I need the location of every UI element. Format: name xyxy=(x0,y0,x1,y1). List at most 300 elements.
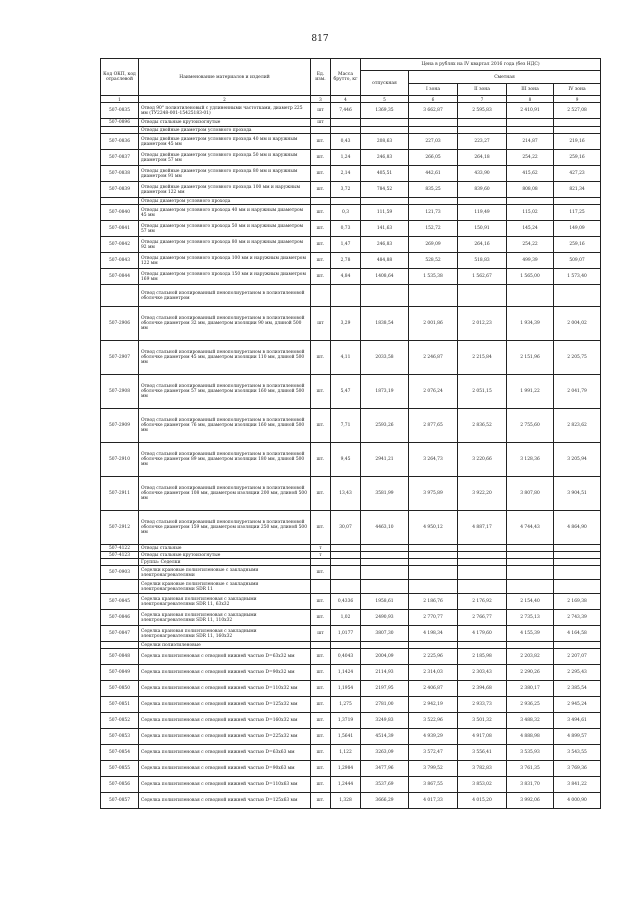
cell-zone-2: 518,83 xyxy=(458,253,507,269)
cell-unit: шт. xyxy=(311,375,331,409)
cell-unit: шт. xyxy=(311,713,331,729)
cell-code xyxy=(101,127,139,134)
cell-zone-4: 2 823,62 xyxy=(554,409,601,443)
cell-zone-4: 2 385,54 xyxy=(554,681,601,697)
cell-mass: 2,78 xyxy=(331,253,361,269)
cell-zone-2: 150,91 xyxy=(458,221,507,237)
cell-zone-2: 2 933,73 xyxy=(458,697,507,713)
header-price-group: Цена в рублях на IV квартал 2016 года (без НДС) xyxy=(361,59,601,71)
cell-price: 246,83 xyxy=(361,237,409,253)
cell-mass: 2,14 xyxy=(331,166,361,182)
cell-price: 2941,21 xyxy=(361,443,409,477)
cell-mass: 1,2984 xyxy=(331,761,361,777)
table-row xyxy=(101,777,601,793)
cell-price: 1838,54 xyxy=(361,307,409,341)
cell-zone-1: 2 406,87 xyxy=(409,681,458,697)
cell-zone-2: 4 179,60 xyxy=(458,626,507,642)
cell-unit: шт. xyxy=(311,253,331,269)
cell-zone-1 xyxy=(409,285,458,307)
cell-zone-2: 2 215,84 xyxy=(458,341,507,375)
cell-code: 507-0845 xyxy=(101,594,139,610)
cell-unit xyxy=(311,559,331,566)
cell-zone-3: 3 535,93 xyxy=(507,745,554,761)
cell-zone-3 xyxy=(507,642,554,649)
cell-zone-2 xyxy=(458,198,507,205)
cell-unit: шт. xyxy=(311,134,331,150)
table-row xyxy=(101,761,601,777)
cell-mass: 3,29 xyxy=(331,307,361,341)
table-row xyxy=(101,580,601,594)
cell-mass xyxy=(331,285,361,307)
cell-unit: шт. xyxy=(311,409,331,443)
cell-zone-1: 2 001,86 xyxy=(409,307,458,341)
cell-name: Седелка полиэтиленовая с отводной нижней частью D=225х32 мм xyxy=(139,729,311,745)
cell-zone-2: 119,49 xyxy=(458,205,507,221)
cell-mass xyxy=(331,580,361,594)
cell-unit: шт. xyxy=(311,166,331,182)
cell-code: 507-0837 xyxy=(101,150,139,166)
cell-code: 507-0836 xyxy=(101,134,139,150)
cell-zone-3: 3 128,36 xyxy=(507,443,554,477)
cell-zone-2: 3 220,66 xyxy=(458,443,507,477)
cell-mass xyxy=(331,545,361,552)
cell-price xyxy=(361,285,409,307)
cell-mass: 0,43 xyxy=(331,134,361,150)
cell-zone-1: 121,73 xyxy=(409,205,458,221)
cell-code: 507-0855 xyxy=(101,761,139,777)
table-row xyxy=(101,409,601,443)
table-row xyxy=(101,729,601,745)
table-row xyxy=(101,477,601,511)
cell-zone-3: 1 565,00 xyxy=(507,269,554,285)
cell-name: Отвод 90° полиэтиленовый с удлиненными частотками, диаметр 225 мм (ТУ2248-001-15425183-01) xyxy=(139,103,311,119)
cell-zone-3: 4 155,39 xyxy=(507,626,554,642)
page-number: 817 xyxy=(311,34,329,44)
cell-unit: шт. xyxy=(311,729,331,745)
table-row xyxy=(101,697,601,713)
cell-mass: 0,73 xyxy=(331,221,361,237)
cell-price: 3666,29 xyxy=(361,793,409,809)
cell-unit: шт. xyxy=(311,665,331,681)
table-row xyxy=(101,745,601,761)
cell-name: Седелка крановая полиэтиленовая с закладными электронагревателями SDR 11, 63х32 xyxy=(139,594,311,610)
cell-unit: шт. xyxy=(311,594,331,610)
cell-mass: 1,122 xyxy=(331,745,361,761)
cell-zone-4 xyxy=(554,198,601,205)
cell-code xyxy=(101,580,139,594)
cell-zone-4 xyxy=(554,285,601,307)
cell-price xyxy=(361,119,409,127)
cell-zone-2: 2 394,68 xyxy=(458,681,507,697)
cell-name: Группа: Седелки xyxy=(139,559,311,566)
cell-zone-2: 223,27 xyxy=(458,134,507,150)
cell-code: 507-0853 xyxy=(101,729,139,745)
cell-zone-4: 2 004,02 xyxy=(554,307,601,341)
cell-mass: 30,07 xyxy=(331,511,361,545)
cell-zone-2: 2 595,83 xyxy=(458,103,507,119)
cell-name: Отводы стальные крутоизогнутые xyxy=(139,119,311,127)
cell-price: 4463,10 xyxy=(361,511,409,545)
cell-name: Отводы диаметром условного прохода 150 мм и наружным диаметром 169 мм xyxy=(139,269,311,285)
cell-unit: шт. xyxy=(311,511,331,545)
cell-unit: шт. xyxy=(311,649,331,665)
cell-zone-4: 2 295,43 xyxy=(554,665,601,681)
cell-unit: шт. xyxy=(311,182,331,198)
cell-zone-4 xyxy=(554,559,601,566)
cell-unit: шт. xyxy=(311,793,331,809)
cell-zone-4: 2 527,08 xyxy=(554,103,601,119)
cell-unit: шт. xyxy=(311,745,331,761)
cell-zone-1: 269,09 xyxy=(409,237,458,253)
cell-code: 507-0849 xyxy=(101,665,139,681)
cell-zone-1: 2 246,87 xyxy=(409,341,458,375)
cell-unit: шт. xyxy=(311,237,331,253)
cell-code xyxy=(101,198,139,205)
cell-code: 507-0840 xyxy=(101,205,139,221)
cell-zone-1: 2 770,77 xyxy=(409,610,458,626)
cell-mass xyxy=(331,127,361,134)
cell-zone-3 xyxy=(507,119,554,127)
cell-mass xyxy=(331,198,361,205)
table-row xyxy=(101,237,601,253)
cell-name: Седелка полиэтиленовая с отводной нижней частью D=90х63 мм xyxy=(139,761,311,777)
cell-unit: шт. xyxy=(311,697,331,713)
cell-zone-2 xyxy=(458,545,507,552)
cell-zone-3: 4 744,43 xyxy=(507,511,554,545)
cell-name: Отвод стальной изолированный пенополиуретаном в полиэтиленовой оболочке диаметром xyxy=(139,285,311,307)
cell-zone-4: 427,23 xyxy=(554,166,601,182)
cell-zone-4: 219,16 xyxy=(554,134,601,150)
cell-unit: шт. xyxy=(311,443,331,477)
cell-price: 3581,99 xyxy=(361,477,409,511)
cell-zone-3: 2 735,13 xyxy=(507,610,554,626)
cell-zone-1: 3 799,52 xyxy=(409,761,458,777)
cell-name: Седелки крановые полиэтиленовые с закладными электронагревателями xyxy=(139,566,311,580)
cell-mass: 1,47 xyxy=(331,237,361,253)
table-row xyxy=(101,566,601,580)
cell-code: 507-4123 xyxy=(101,552,139,559)
cell-name: Отводы диаметром условного прохода 40 мм и наружным диаметром 45 мм xyxy=(139,205,311,221)
table-row xyxy=(101,285,601,307)
cell-mass: 13,43 xyxy=(331,477,361,511)
cell-code: 507-2912 xyxy=(101,511,139,545)
table-row xyxy=(101,103,601,119)
cell-code: 507-0842 xyxy=(101,237,139,253)
cell-code: 507-0854 xyxy=(101,745,139,761)
cell-zone-2: 2 012,23 xyxy=(458,307,507,341)
cell-code: 507-0850 xyxy=(101,681,139,697)
cell-mass: 1,0177 xyxy=(331,626,361,642)
header-zone-4: IV зона xyxy=(554,84,601,96)
cell-zone-3 xyxy=(507,552,554,559)
cell-zone-2: 839,60 xyxy=(458,182,507,198)
table-row xyxy=(101,205,601,221)
cell-zone-4: 3 494,61 xyxy=(554,713,601,729)
cell-price: 3263,09 xyxy=(361,745,409,761)
cell-name: Седелки полиэтиленовые xyxy=(139,642,311,649)
cell-code: 507-0835 xyxy=(101,103,139,119)
cell-price xyxy=(361,552,409,559)
cell-zone-3: 3 992,06 xyxy=(507,793,554,809)
cell-price xyxy=(361,545,409,552)
cell-price: 2781,00 xyxy=(361,697,409,713)
cell-zone-1 xyxy=(409,566,458,580)
cell-mass xyxy=(331,566,361,580)
cell-mass: 1,02 xyxy=(331,610,361,626)
col-number: 7 xyxy=(458,96,507,103)
cell-price: 3477,96 xyxy=(361,761,409,777)
cell-zone-3 xyxy=(507,566,554,580)
cell-unit: шт. xyxy=(311,341,331,375)
table-row xyxy=(101,375,601,409)
cell-zone-2: 2 836,52 xyxy=(458,409,507,443)
cell-price: 1958,61 xyxy=(361,594,409,610)
cell-zone-4: 2 169,38 xyxy=(554,594,601,610)
header-zone-3: III зона xyxy=(507,84,554,96)
cell-code xyxy=(101,285,139,307)
cell-zone-3: 2 380,17 xyxy=(507,681,554,697)
cell-name: Седелка крановая полиэтиленовая с закладными электронагревателями SDR 11, 110х32 xyxy=(139,610,311,626)
table-row xyxy=(101,610,601,626)
cell-code: 507-0848 xyxy=(101,649,139,665)
table-row xyxy=(101,594,601,610)
cell-zone-4 xyxy=(554,642,601,649)
cell-zone-2 xyxy=(458,580,507,594)
cell-name: Седелка крановая полиэтиленовая с закладными электронагревателями SDR 11, 160х32 xyxy=(139,626,311,642)
cell-zone-3: 2 203,82 xyxy=(507,649,554,665)
cell-code: 507-2906 xyxy=(101,307,139,341)
cell-zone-3: 2 936,25 xyxy=(507,697,554,713)
cell-zone-3: 2 151,96 xyxy=(507,341,554,375)
col-number: 1 xyxy=(101,96,139,103)
cell-zone-3 xyxy=(507,198,554,205)
table-row xyxy=(101,119,601,127)
cell-zone-4 xyxy=(554,545,601,552)
cell-zone-4: 3 205,94 xyxy=(554,443,601,477)
cell-zone-4: 149,09 xyxy=(554,221,601,237)
cell-zone-3 xyxy=(507,559,554,566)
cell-price: 1369,35 xyxy=(361,103,409,119)
cell-code: 507-2908 xyxy=(101,375,139,409)
cell-price: 2593,26 xyxy=(361,409,409,443)
cell-zone-1 xyxy=(409,552,458,559)
cell-zone-3: 4 888,98 xyxy=(507,729,554,745)
cell-zone-1: 266,05 xyxy=(409,150,458,166)
table-row xyxy=(101,681,601,697)
cell-name: Отводы диаметром условного прохода 50 мм и наружным диаметром 57 мм xyxy=(139,221,311,237)
cell-code: 507-2910 xyxy=(101,443,139,477)
cell-zone-3: 2 290,26 xyxy=(507,665,554,681)
cell-zone-1: 3 975,89 xyxy=(409,477,458,511)
cell-zone-2: 2 185,98 xyxy=(458,649,507,665)
cell-zone-3: 2 755,60 xyxy=(507,409,554,443)
cell-zone-2 xyxy=(458,285,507,307)
cell-unit: шт xyxy=(311,307,331,341)
cell-mass: 9,45 xyxy=(331,443,361,477)
cell-price: 2114,93 xyxy=(361,665,409,681)
cell-price xyxy=(361,566,409,580)
cell-zone-4: 3 841,22 xyxy=(554,777,601,793)
cell-zone-4: 4 164,58 xyxy=(554,626,601,642)
cell-price: 484,88 xyxy=(361,253,409,269)
cell-zone-3: 1 991,22 xyxy=(507,375,554,409)
cell-mass: 4,11 xyxy=(331,341,361,375)
cell-price: 3807,30 xyxy=(361,626,409,642)
cell-code: 507-2909 xyxy=(101,409,139,443)
cell-zone-4 xyxy=(554,119,601,127)
cell-zone-1 xyxy=(409,642,458,649)
header-wholesale: отпускная xyxy=(361,71,409,96)
table-row xyxy=(101,341,601,375)
cell-name: Седелка полиэтиленовая с отводной нижней частью D=110х63 мм xyxy=(139,777,311,793)
cell-unit: шт xyxy=(311,119,331,127)
table-row xyxy=(101,713,601,729)
cell-zone-1: 528,52 xyxy=(409,253,458,269)
cell-mass: 0,4043 xyxy=(331,649,361,665)
cell-unit: шт. xyxy=(311,761,331,777)
cell-zone-2: 1 562,67 xyxy=(458,269,507,285)
cell-mass: 0,3 xyxy=(331,205,361,221)
cell-name: Отводы диаметром условного прохода 100 мм и наружным диаметром 122 мм xyxy=(139,253,311,269)
cell-zone-1: 2 076,24 xyxy=(409,375,458,409)
cell-price: 111,59 xyxy=(361,205,409,221)
cell-code: 507-0844 xyxy=(101,269,139,285)
cell-mass: 1,275 xyxy=(331,697,361,713)
price-table xyxy=(100,58,601,809)
cell-zone-4 xyxy=(554,127,601,134)
cell-zone-4: 509,07 xyxy=(554,253,601,269)
cell-unit: шт. xyxy=(311,205,331,221)
cell-zone-3: 3 761,35 xyxy=(507,761,554,777)
cell-zone-4: 2 207,07 xyxy=(554,649,601,665)
cell-unit: шт. xyxy=(311,681,331,697)
cell-name: Седелка полиэтиленовая с отводной нижней частью D=63х63 мм xyxy=(139,745,311,761)
cell-name: Отвод стальной изолированный пенополиуретаном в полиэтиленовой оболочке диаметром 76 мм, диаметром изоляции 160 мм, длиной 500 мм xyxy=(139,409,311,443)
cell-zone-3: 3 807,80 xyxy=(507,477,554,511)
cell-mass: 1,5641 xyxy=(331,729,361,745)
header-zone-1: I зона xyxy=(409,84,458,96)
cell-unit: шт. xyxy=(311,477,331,511)
cell-zone-1: 2 942,19 xyxy=(409,697,458,713)
cell-name: Отводы диаметром условного прохода 80 мм и наружным диаметром 92 мм xyxy=(139,237,311,253)
cell-zone-4: 4 000,90 xyxy=(554,793,601,809)
table-body xyxy=(101,103,601,809)
cell-price: 784,52 xyxy=(361,182,409,198)
cell-code: 507-0847 xyxy=(101,626,139,642)
cell-zone-1: 4 950,12 xyxy=(409,511,458,545)
cell-zone-2 xyxy=(458,566,507,580)
cell-mass: 7,71 xyxy=(331,409,361,443)
cell-zone-3: 2 154,40 xyxy=(507,594,554,610)
cell-price: 3537,69 xyxy=(361,777,409,793)
cell-zone-4 xyxy=(554,566,601,580)
cell-price xyxy=(361,127,409,134)
cell-mass: 1,1954 xyxy=(331,681,361,697)
table-row xyxy=(101,552,601,559)
cell-name: Отводы стальные xyxy=(139,545,311,552)
col-number: 9 xyxy=(554,96,601,103)
cell-code: 507-0839 xyxy=(101,182,139,198)
cell-code: 507-0846 xyxy=(101,610,139,626)
cell-zone-3: 808,08 xyxy=(507,182,554,198)
cell-mass: 7,446 xyxy=(331,103,361,119)
cell-code: 507-0838 xyxy=(101,166,139,182)
table-row xyxy=(101,511,601,545)
cell-mass: 1,24 xyxy=(331,150,361,166)
cell-name: Седелки крановые полиэтиленовые с закладными электронагревателями SDR 11 xyxy=(139,580,311,594)
header-unit: Ед. изм. xyxy=(311,59,331,96)
cell-code: 507-0851 xyxy=(101,697,139,713)
cell-zone-2: 4 917,08 xyxy=(458,729,507,745)
cell-code: 507-2911 xyxy=(101,477,139,511)
cell-zone-1: 4 198,34 xyxy=(409,626,458,642)
table-row xyxy=(101,642,601,649)
cell-name: Отводы двойные диаметром условного прохода xyxy=(139,127,311,134)
cell-zone-2: 2 303,43 xyxy=(458,665,507,681)
cell-zone-1: 2 314,03 xyxy=(409,665,458,681)
cell-zone-3: 3 488,32 xyxy=(507,713,554,729)
cell-zone-1: 4 017,33 xyxy=(409,793,458,809)
cell-zone-2: 264,16 xyxy=(458,237,507,253)
cell-zone-3: 145,24 xyxy=(507,221,554,237)
cell-zone-4: 3 769,36 xyxy=(554,761,601,777)
cell-zone-1 xyxy=(409,198,458,205)
table-row xyxy=(101,307,601,341)
cell-zone-3 xyxy=(507,580,554,594)
cell-code: 507-0903 xyxy=(101,566,139,580)
cell-zone-3 xyxy=(507,545,554,552)
cell-zone-1: 4 939,29 xyxy=(409,729,458,745)
table-row xyxy=(101,166,601,182)
cell-mass xyxy=(331,642,361,649)
cell-zone-1: 3 264,73 xyxy=(409,443,458,477)
cell-price xyxy=(361,559,409,566)
cell-zone-1: 3 662,87 xyxy=(409,103,458,119)
cell-zone-2: 3 782,83 xyxy=(458,761,507,777)
cell-name: Седелка полиэтиленовая с отводной нижней частью D=125х63 мм xyxy=(139,793,311,809)
cell-unit xyxy=(311,285,331,307)
cell-name: Отводы двойные диаметром условного прохода 50 мм и наружным диаметром 57 мм xyxy=(139,150,311,166)
cell-zone-4: 2 041,79 xyxy=(554,375,601,409)
table-row xyxy=(101,150,601,166)
cell-price: 1408,64 xyxy=(361,269,409,285)
cell-zone-3: 115,02 xyxy=(507,205,554,221)
cell-zone-2: 264,18 xyxy=(458,150,507,166)
cell-code: 507-0841 xyxy=(101,221,139,237)
header-code: Код ОКП, код отраслевой xyxy=(101,59,139,96)
cell-price: 2490,93 xyxy=(361,610,409,626)
cell-zone-2: 2 766,77 xyxy=(458,610,507,626)
cell-code: 507-2907 xyxy=(101,341,139,375)
cell-zone-3: 2 410,91 xyxy=(507,103,554,119)
cell-zone-2: 3 922,20 xyxy=(458,477,507,511)
cell-zone-3: 254,22 xyxy=(507,237,554,253)
cell-zone-1 xyxy=(409,580,458,594)
cell-zone-1 xyxy=(409,127,458,134)
cell-zone-2: 2 051,15 xyxy=(458,375,507,409)
cell-name: Отвод стальной изолированный пенополиуретаном в полиэтиленовой оболочке диаметром 108 мм, диаметром изоляции 200 мм, длиной 500 мм xyxy=(139,477,311,511)
cell-name: Отводы двойные диаметром условного прохода 40 мм и наружным диаметром 45 мм xyxy=(139,134,311,150)
cell-zone-1: 3 572,47 xyxy=(409,745,458,761)
col-number: 6 xyxy=(409,96,458,103)
cell-zone-1: 2 877,65 xyxy=(409,409,458,443)
header-name: Наименование материалов и изделий xyxy=(139,59,311,96)
cell-name: Отвод стальной изолированный пенополиуретаном в полиэтиленовой оболочке диаметром 32 мм, диаметром изоляции 90 мм, длиной 500 мм xyxy=(139,307,311,341)
header-estimate: Сметная xyxy=(409,71,601,84)
cell-zone-2: 433,90 xyxy=(458,166,507,182)
cell-unit: шт. xyxy=(311,566,331,580)
table-header xyxy=(101,59,601,103)
